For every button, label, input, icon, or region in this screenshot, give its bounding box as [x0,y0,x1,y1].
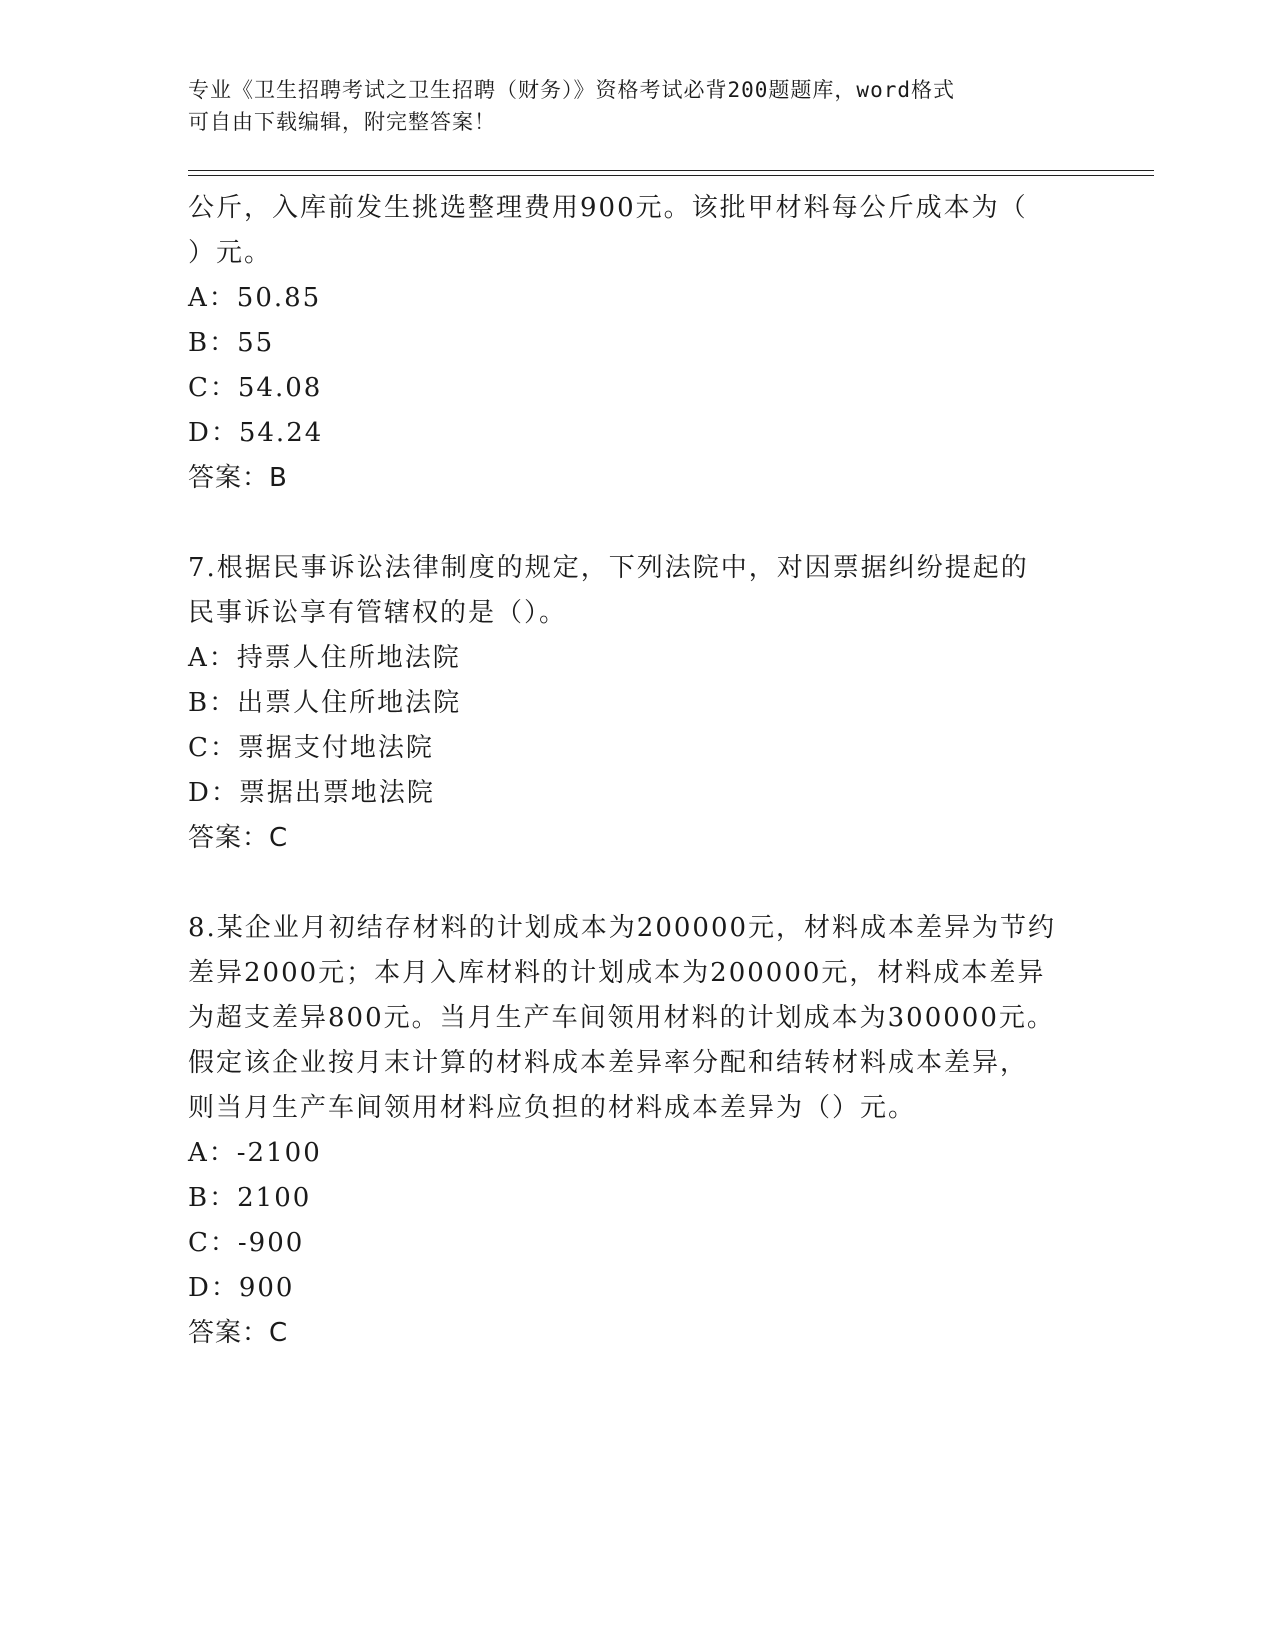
answer-line: 答案：B [188,463,288,493]
option-c: C：54.08 [188,373,323,403]
spacer [188,861,1088,906]
option-a: A：-2100 [188,1138,322,1168]
question-7 [188,546,1088,861]
option-a: A：50.85 [188,283,322,313]
option-d: D：900 [188,1273,295,1303]
question-text-line: 7.根据民事诉讼法律制度的规定，下列法院中，对因票据纠纷提起的 [188,553,1029,583]
option-b: B：55 [188,328,275,358]
option-c: C：-900 [188,1228,305,1258]
header-divider-bottom [188,175,1154,176]
option-b: B：出票人住所地法院 [188,688,462,718]
option-a: A：持票人住所地法院 [188,643,461,673]
question-8 [188,906,1088,1356]
option-b: B：2100 [188,1183,312,1213]
question-text-line: 8.某企业月初结存材料的计划成本为200000元，材料成本差异为节约 [188,913,1057,943]
question-list [188,186,1088,1356]
question-text-line: 公斤，入库前发生挑选整理费用900元。该批甲材料每公斤成本为（ [188,193,1028,223]
answer-line: 答案：C [188,1318,289,1348]
question-text-line: 为超支差异800元。当月生产车间领用材料的计划成本为300000元。 [188,1003,1055,1033]
question-text-line: 则当月生产车间领用材料应负担的材料成本差异为（）元。 [188,1093,917,1123]
option-d: D：54.24 [188,418,324,448]
question-6-continued [188,186,1088,501]
header-divider-top [188,170,1154,171]
question-text-line: 假定该企业按月末计算的材料成本差异率分配和结转材料成本差异， [188,1048,1029,1078]
option-d: D：票据出票地法院 [188,778,435,808]
question-text-line: 差异2000元；本月入库材料的计划成本为200000元，材料成本差异 [188,958,1046,988]
question-text-line: 民事诉讼享有管辖权的是（）。 [188,598,568,628]
option-c: C：票据支付地法院 [188,733,434,763]
document-header [188,74,1088,138]
header-title-line-2: 可自由下载编辑，附完整答案！ [188,110,496,134]
spacer [188,501,1088,546]
header-title-line-1: 专业《卫生招聘考试之卫生招聘（财务）》资格考试必背200题题库，word格式 [188,78,955,102]
question-text-line: ）元。 [188,238,273,268]
answer-line: 答案：C [188,823,289,853]
